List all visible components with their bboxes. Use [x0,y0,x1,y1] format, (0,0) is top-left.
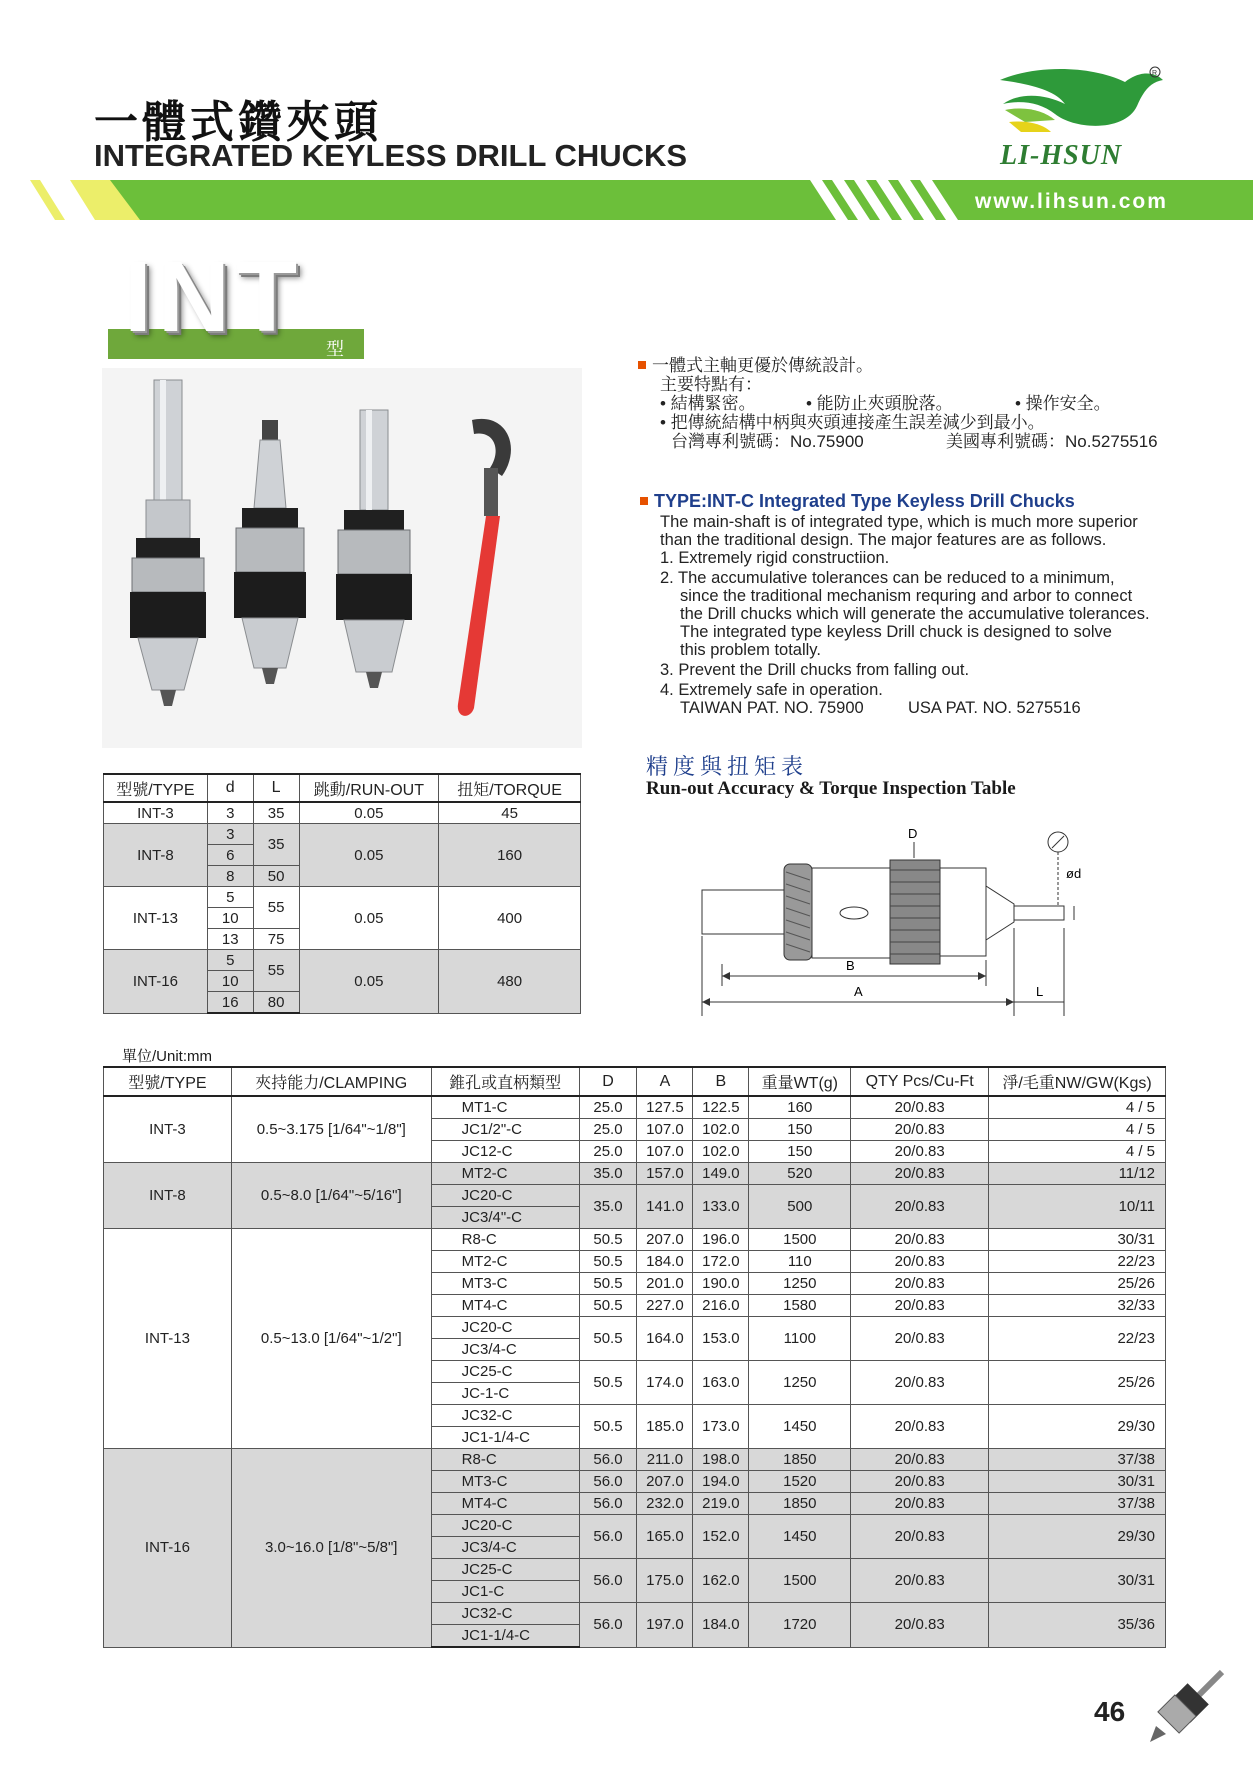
diagram-label-l: L [1036,984,1044,999]
cell: JC12-C [431,1141,579,1163]
table-row [104,1449,1166,1471]
cell: 163.0 [693,1361,749,1405]
header-qty: QTY Pcs/Cu-Ft [851,1067,989,1096]
header-type: 型號/TYPE [104,1067,232,1096]
cell: 20/0.83 [851,1471,989,1493]
cell: 207.0 [637,1229,693,1251]
diagram-label-od: ød [1066,866,1082,881]
cell: 35.0 [579,1185,637,1229]
product-photo [102,368,582,748]
feature-zh-1: • 結構緊密。 [660,394,756,413]
cell: 162.0 [693,1559,749,1603]
cell: JC1-1/4-C [431,1625,579,1648]
cell: JC3/4"-C [431,1207,579,1229]
cell: 173.0 [693,1405,749,1449]
cell: 25/26 [989,1273,1166,1295]
bullet-square-icon [638,361,646,369]
cell: 184.0 [693,1603,749,1648]
cell: JC25-C [431,1361,579,1383]
cell: 219.0 [693,1493,749,1515]
cell: 211.0 [637,1449,693,1471]
table-row [104,802,581,824]
page-number: 46 [1094,1696,1126,1727]
cell: INT-13 [104,887,208,950]
headline-zh: 一體式主軸更優於傳統設計。 [652,356,873,375]
cell: 20/0.83 [851,1229,989,1251]
intro-line-2: than the traditional design. The major features are as follows. [660,531,1107,549]
cell: 500 [749,1185,851,1229]
cell: 25.0 [579,1141,637,1163]
website-url: www.lihsun.com [975,190,1168,213]
cell: 22/23 [989,1317,1166,1361]
cell: 127.5 [637,1096,693,1119]
cell: 194.0 [693,1471,749,1493]
cell: INT-3 [104,1096,232,1163]
cell: 35.0 [579,1163,637,1185]
feature-en-1: 1. Extremely rigid constructiion. [660,549,890,567]
cell: 20/0.83 [851,1559,989,1603]
cell: 50.5 [579,1251,637,1273]
cell: 20/0.83 [851,1493,989,1515]
cell: 196.0 [693,1229,749,1251]
cell: 400 [439,887,581,950]
cell: 25.0 [579,1096,637,1119]
cell: 56.0 [579,1493,637,1515]
header-nw-gw: 淨/毛重NW/GW(Kgs) [989,1067,1166,1096]
cell: 8 [207,866,253,887]
cell: JC3/4-C [431,1339,579,1361]
cell: 50.5 [579,1229,637,1251]
cell: 141.0 [637,1185,693,1229]
cell: 20/0.83 [851,1163,989,1185]
cell: 30/31 [989,1229,1166,1251]
cell: 50.5 [579,1273,637,1295]
cell: 50.5 [579,1405,637,1449]
cell: 0.05 [299,824,439,887]
cell: 102.0 [693,1141,749,1163]
cell: 20/0.83 [851,1361,989,1405]
cell: 480 [439,950,581,1014]
cell: 185.0 [637,1405,693,1449]
table-row [104,887,581,908]
cell: 107.0 [637,1141,693,1163]
cell: JC25-C [431,1559,579,1581]
cell: 1100 [749,1317,851,1361]
cell: 45 [439,802,581,824]
cell: 1500 [749,1559,851,1603]
header-d: D [579,1067,637,1096]
runout-diagram [696,820,1116,1035]
cell: 0.5~3.175 [1/64"~1/8"] [231,1096,431,1163]
cell: 5 [207,950,253,971]
cell: INT-8 [104,1163,232,1229]
torque-title-en: Run-out Accuracy & Torque Inspection Table [646,778,1016,799]
cell: 1250 [749,1273,851,1295]
header-a: A [637,1067,693,1096]
cell: 175.0 [637,1559,693,1603]
cell: 50.5 [579,1317,637,1361]
header-weight: 重量WT(g) [749,1067,851,1096]
features-title-zh: 主要特點有： [660,375,762,394]
header-torque: 扭矩/TORQUE [439,774,581,802]
table-row [104,1096,1166,1119]
cell: 4 / 5 [989,1141,1166,1163]
cell: 164.0 [637,1317,693,1361]
cell: MT4-C [431,1493,579,1515]
cell: 35 [253,802,299,824]
cell: 20/0.83 [851,1096,989,1119]
description-english [640,492,1200,719]
spec-table [103,1066,1166,1648]
cell: 35 [253,824,299,866]
cell: 1850 [749,1449,851,1471]
cell: 13 [207,929,253,950]
feature-en-4: 4. Extremely safe in operation. [660,681,883,699]
cell: 56.0 [579,1603,637,1648]
cell: JC32-C [431,1405,579,1427]
cell: 0.05 [299,887,439,950]
cell: JC20-C [431,1317,579,1339]
intro-line-1: The main-shaft is of integrated type, which is much more superior [660,513,1138,531]
cell: 6 [207,845,253,866]
cell: 3.0~16.0 [1/8"~5/8"] [231,1449,431,1648]
cell: 1500 [749,1229,851,1251]
header-clamping: 夾持能力/CLAMPING [231,1067,431,1096]
cell: 56.0 [579,1515,637,1559]
feature-en-2-line-5: this problem totally. [680,641,821,659]
feature-en-2: 2. The accumulative tolerances can be reduced to a minimum, [660,569,1115,587]
cell: 20/0.83 [851,1449,989,1471]
cell: 207.0 [637,1471,693,1493]
cell: 150 [749,1119,851,1141]
cell: 4 / 5 [989,1096,1166,1119]
lihsun-bird-logo [995,60,1170,140]
header-b: B [693,1067,749,1096]
cell: 232.0 [637,1493,693,1515]
cell: 55 [253,950,299,992]
feature-zh-3: • 操作安全。 [1015,394,1111,413]
cell: 1450 [749,1405,851,1449]
cell: 56.0 [579,1471,637,1493]
cell: JC1-1/4-C [431,1427,579,1449]
cell: 152.0 [693,1515,749,1559]
cell: 216.0 [693,1295,749,1317]
cell: R8-C [431,1229,579,1251]
brand-logo-text: LI-HSUN [1000,140,1123,171]
header-runout: 跳動/RUN-OUT [299,774,439,802]
table-row [104,1163,1166,1185]
cell: 30/31 [989,1471,1166,1493]
cell: 30/31 [989,1559,1166,1603]
cell: 25/26 [989,1361,1166,1405]
cell: 25.0 [579,1119,637,1141]
cell: JC3/4-C [431,1537,579,1559]
cell: INT-16 [104,1449,232,1648]
cell: 20/0.83 [851,1119,989,1141]
cell: 20/0.83 [851,1273,989,1295]
cell: 50 [253,866,299,887]
cell: 150 [749,1141,851,1163]
cell: INT-8 [104,824,208,887]
cell: 35/36 [989,1603,1166,1648]
series-name: INT [124,241,304,353]
cell: 10 [207,971,253,992]
cell: 174.0 [637,1361,693,1405]
cell: 184.0 [637,1251,693,1273]
cell: 55 [253,887,299,929]
patent-tw-zh: 台灣專利號碼：No.75900 [671,432,864,451]
page-title-en: INTEGRATED KEYLESS DRILL CHUCKS [94,138,688,173]
cell: 20/0.83 [851,1141,989,1163]
torque-title-zh: 精度與扭矩表 [646,754,809,779]
patent-tw-en: TAIWAN PAT. NO. 75900 [680,699,864,717]
cell: 520 [749,1163,851,1185]
table-header-row [104,1067,1166,1096]
cell: 1720 [749,1603,851,1648]
svg-text:R: R [1152,70,1158,77]
cell: 227.0 [637,1295,693,1317]
cell: 149.0 [693,1163,749,1185]
cell: 153.0 [693,1317,749,1361]
cell: 20/0.83 [851,1515,989,1559]
cell: 172.0 [693,1251,749,1273]
cell: 160 [439,824,581,887]
cell: 1250 [749,1361,851,1405]
cell: 56.0 [579,1559,637,1603]
description-chinese [638,356,1158,451]
cell: 3 [207,802,253,824]
unit-label: 單位/Unit:mm [122,1048,213,1065]
cell: 0.5~13.0 [1/64"~1/2"] [231,1229,431,1449]
cell: 10/11 [989,1185,1166,1229]
cell: 1850 [749,1493,851,1515]
cell: 122.5 [693,1096,749,1119]
type-heading-en: TYPE:INT-C Integrated Type Keyless Drill Chucks [654,491,1075,511]
header-l: L [253,774,299,802]
cell: 157.0 [637,1163,693,1185]
feature-en-2-line-4: The integrated type keyless Drill chuck is designed to solve [680,623,1112,641]
cell: 0.05 [299,950,439,1014]
cell: MT4-C [431,1295,579,1317]
table-header-row [104,774,581,802]
drill-chuck-icon [1140,1668,1230,1748]
cell: 110 [749,1251,851,1273]
cell: 20/0.83 [851,1251,989,1273]
patent-us-en: USA PAT. NO. 5275516 [908,699,1081,717]
cell: 133.0 [693,1185,749,1229]
cell: 3 [207,824,253,845]
cell: JC1/2"-C [431,1119,579,1141]
cell: 32/33 [989,1295,1166,1317]
cell: 20/0.83 [851,1295,989,1317]
bullet-square-icon [640,497,648,505]
cell: 107.0 [637,1119,693,1141]
header-arbor: 錐孔或直柄類型 [431,1067,579,1096]
cell: 1450 [749,1515,851,1559]
page-title-zh: 一體式鑽夾頭 [94,97,382,148]
feature-zh-4: • 把傳統結構中柄與夾頭連接產生誤差減少到最小。 [660,413,1045,432]
cell: 0.5~8.0 [1/64"~5/16"] [231,1163,431,1229]
series-type-suffix: 型 [326,339,344,359]
cell: 4 / 5 [989,1119,1166,1141]
feature-en-2-line-2: since the traditional mechanism requring and arbor to connect [680,587,1133,605]
cell: JC20-C [431,1515,579,1537]
runout-torque-table [103,773,581,1014]
cell: R8-C [431,1449,579,1471]
cell: MT3-C [431,1273,579,1295]
cell: JC20-C [431,1185,579,1207]
cell: 20/0.83 [851,1603,989,1648]
cell: INT-13 [104,1229,232,1449]
table-row [104,1229,1166,1251]
feature-zh-2: • 能防止夾頭脫落。 [806,394,953,413]
diagram-label-d: D [908,826,918,841]
cell: 201.0 [637,1273,693,1295]
table-row [104,950,581,971]
cell: 50.5 [579,1295,637,1317]
cell: JC32-C [431,1603,579,1625]
cell: 160 [749,1096,851,1119]
cell: INT-16 [104,950,208,1014]
cell: 80 [253,992,299,1014]
cell: INT-3 [104,802,208,824]
cell: 20/0.83 [851,1185,989,1229]
cell: 198.0 [693,1449,749,1471]
diagram-label-a: A [854,984,863,999]
cell: 50.5 [579,1361,637,1405]
cell: 20/0.83 [851,1317,989,1361]
cell: 16 [207,992,253,1014]
cell: 102.0 [693,1119,749,1141]
cell: 37/38 [989,1493,1166,1515]
feature-en-3: 3. Prevent the Drill chucks from falling out. [660,661,970,679]
cell: 29/30 [989,1405,1166,1449]
cell: MT2-C [431,1163,579,1185]
cell: 165.0 [637,1515,693,1559]
cell: MT3-C [431,1471,579,1493]
cell: 75 [253,929,299,950]
cell: 1580 [749,1295,851,1317]
cell: 1520 [749,1471,851,1493]
cell: 37/38 [989,1449,1166,1471]
cell: 190.0 [693,1273,749,1295]
cell: 5 [207,887,253,908]
feature-en-2-line-3: the Drill chucks which will generate the accumulative tolerances. [680,605,1150,623]
cell: JC1-C [431,1581,579,1603]
cell: MT1-C [431,1096,579,1119]
patent-us-zh: 美國專利號碼：No.5275516 [946,432,1158,451]
cell: MT2-C [431,1251,579,1273]
cell: 29/30 [989,1515,1166,1559]
cell: 0.05 [299,802,439,824]
cell: 10 [207,908,253,929]
table-row [104,824,581,845]
cell: 20/0.83 [851,1405,989,1449]
diagram-label-b: B [846,958,855,973]
cell: 11/12 [989,1163,1166,1185]
cell: JC-1-C [431,1383,579,1405]
cell: 56.0 [579,1449,637,1471]
cell: 197.0 [637,1603,693,1648]
header-type: 型號/TYPE [104,774,208,802]
cell: 22/23 [989,1251,1166,1273]
header-d: d [207,774,253,802]
